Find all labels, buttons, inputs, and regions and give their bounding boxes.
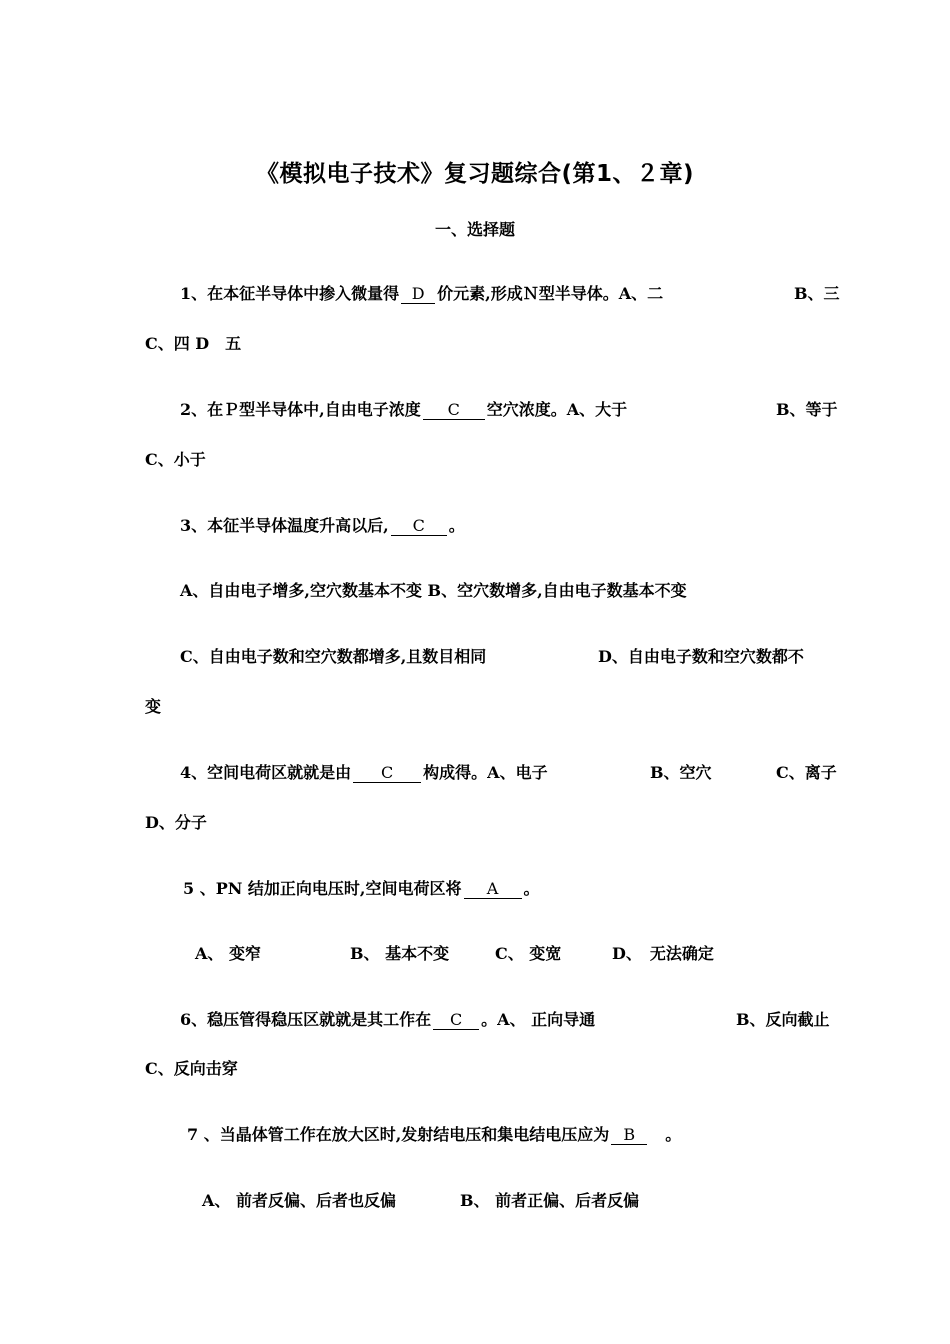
question-5-option-b: B、 基本不变 xyxy=(350,944,450,963)
question-1-options-line: C、四 D 五 xyxy=(145,334,242,353)
question-5 xyxy=(183,878,540,900)
question-7-stem-end: 。 xyxy=(665,1125,682,1144)
question-1-stem: 1、在本征半导体中掺入微量得 xyxy=(180,284,400,303)
document-title: 《模拟电子技术》复习题综合(第1、２章) xyxy=(255,161,695,187)
question-4-stem: 4、空间电荷区就就是由 xyxy=(180,763,352,782)
question-3 xyxy=(180,515,465,537)
question-6 xyxy=(180,1009,595,1031)
question-2-option-c: C、小于 xyxy=(145,450,206,469)
question-5-stem-end: 。 xyxy=(523,879,540,898)
question-5-stem: 5 、PN 结加正向电压时,空间电荷区将 xyxy=(183,879,462,898)
question-4-option-c: C、离子 xyxy=(776,763,837,782)
question-2-stem: 2、在Ｐ型半导体中,自由电子浓度 xyxy=(180,400,421,419)
question-3-option-d: D、自由电子数和空穴数都不 xyxy=(598,647,804,666)
question-2 xyxy=(180,399,627,421)
question-3-answer: C xyxy=(391,517,447,536)
question-1-answer: D xyxy=(401,285,435,304)
question-6-option-c: C、反向击穿 xyxy=(145,1059,238,1078)
question-6-stem: 6、稳压管得稳压区就就是其工作在 xyxy=(180,1010,432,1029)
question-2-stem-end: 空穴浓度。 xyxy=(486,400,567,419)
question-7 xyxy=(187,1124,681,1146)
question-6-stem-end: 。 xyxy=(481,1010,498,1029)
question-7-answer: B xyxy=(611,1126,647,1145)
question-3-option-c: C、自由电子数和空穴数都增多,且数目相同 xyxy=(180,647,487,666)
question-6-option-a: A、 正向导通 xyxy=(497,1010,596,1029)
question-4-option-d: D、分子 xyxy=(145,813,207,832)
question-3-options-ab: A、自由电子增多,空穴数基本不变 B、空穴数增多,自由电子数基本不变 xyxy=(180,581,687,600)
question-3-stem-end: 。 xyxy=(448,516,465,535)
question-3-option-d-end: 变 xyxy=(145,697,162,716)
question-4-stem-end: 构成得。 xyxy=(423,763,488,782)
question-4-answer: C xyxy=(353,764,421,783)
question-5-option-c: C、 变宽 xyxy=(495,944,562,963)
question-2-answer: C xyxy=(423,401,485,420)
question-7-option-a: A、 前者反偏、后者也反偏 xyxy=(202,1191,396,1210)
question-7-stem: 7 、当晶体管工作在放大区时,发射结电压和集电结电压应为 xyxy=(187,1125,610,1144)
question-4-option-b: B、空穴 xyxy=(650,763,712,782)
question-6-option-b: B、反向截止 xyxy=(736,1010,830,1029)
question-1-option-a: A、二 xyxy=(618,284,664,303)
question-5-option-a: A、 变窄 xyxy=(195,944,261,963)
question-6-answer: C xyxy=(433,1011,479,1030)
question-1 xyxy=(180,283,663,305)
question-1-stem-end: 价元素,形成Ｎ型半导体。 xyxy=(437,284,619,303)
question-5-answer: A xyxy=(464,880,522,899)
question-4-option-a: A、电子 xyxy=(487,763,548,782)
question-3-stem: 3、本征半导体温度升高以后, xyxy=(180,516,389,535)
question-1-option-b: B、三 xyxy=(794,284,840,303)
section-heading: 一、选择题 xyxy=(434,220,515,239)
question-2-option-b: B、等于 xyxy=(776,400,838,419)
question-2-option-a: A、大于 xyxy=(566,400,628,419)
question-5-option-d: D、 无法确定 xyxy=(612,944,714,963)
question-4 xyxy=(180,762,548,784)
question-7-option-b: B、 前者正偏、后者反偏 xyxy=(460,1191,640,1210)
